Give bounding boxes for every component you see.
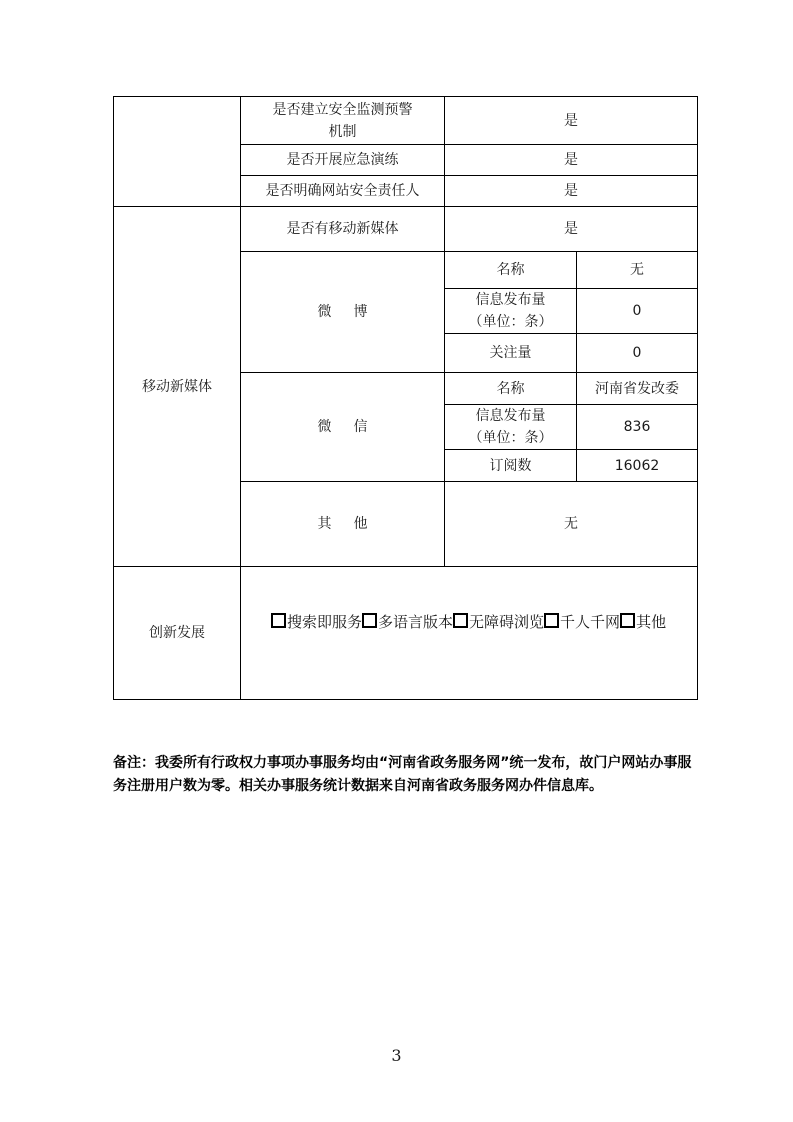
option-personalized: 千人千网 xyxy=(560,613,621,631)
option-other: 其他 xyxy=(636,613,667,631)
weibo-name-label: 名称 xyxy=(445,252,577,289)
weibo-posts-value: 0 xyxy=(577,289,698,334)
weixin-subscribers-label: 订阅数 xyxy=(445,450,577,482)
checkbox-icon[interactable] xyxy=(453,613,468,628)
innovation-label-cell: 创新发展 xyxy=(114,567,241,700)
footnote: 备注：我委所有行政权力事项办事服务均由“河南省政务服务网”统一发布，故门户网站办事服务注册用户数为零。相关办事服务统计数据来自河南省政务服务网办件信息库。 xyxy=(113,755,692,794)
weixin-name-label: 名称 xyxy=(445,373,577,405)
weixin-subscribers-value: 16062 xyxy=(577,450,698,482)
weibo-followers-value: 0 xyxy=(577,334,698,373)
checkbox-icon[interactable] xyxy=(271,613,286,628)
weixin-posts-label: 信息发布量 （单位：条） xyxy=(445,405,577,450)
mobile-media-section-label: 移动新媒体 xyxy=(114,207,241,567)
checkbox-icon[interactable] xyxy=(544,613,559,628)
weibo-posts-label: 信息发布量 （单位：条） xyxy=(445,289,577,334)
has-media-value-cell: 是 xyxy=(445,207,698,252)
empty-section-cell xyxy=(114,97,241,207)
has-media-label-cell: 是否有移动新媒体 xyxy=(241,207,445,252)
responsible-label-cell: 是否明确网站安全责任人 xyxy=(241,176,445,207)
weixin-label-cell: 微 信 xyxy=(241,373,445,482)
weixin-posts-value: 836 xyxy=(577,405,698,450)
weibo-followers-label: 关注量 xyxy=(445,334,577,373)
weixin-name-value: 河南省发改委 xyxy=(577,373,698,405)
option-search-service: 搜索即服务 xyxy=(287,613,363,631)
checkbox-icon[interactable] xyxy=(620,613,635,628)
checkbox-icon[interactable] xyxy=(362,613,377,628)
website-report-table xyxy=(113,96,698,700)
weibo-name-value: 无 xyxy=(577,252,698,289)
drill-label-cell: 是否开展应急演练 xyxy=(241,145,445,176)
innovation-options-cell xyxy=(241,567,698,700)
drill-value-cell: 是 xyxy=(445,145,698,176)
option-multilingual: 多语言版本 xyxy=(378,613,454,631)
monitor-label-cell: 是否建立安全监测预警 机制 xyxy=(241,97,445,145)
other-value-cell: 无 xyxy=(445,482,698,567)
page-number: 3 xyxy=(391,1046,402,1065)
monitor-value-cell: 是 xyxy=(445,97,698,145)
responsible-value-cell: 是 xyxy=(445,176,698,207)
other-label-cell: 其 他 xyxy=(241,482,445,567)
weibo-label-cell: 微 博 xyxy=(241,252,445,373)
option-accessibility: 无障碍浏览 xyxy=(469,613,545,631)
